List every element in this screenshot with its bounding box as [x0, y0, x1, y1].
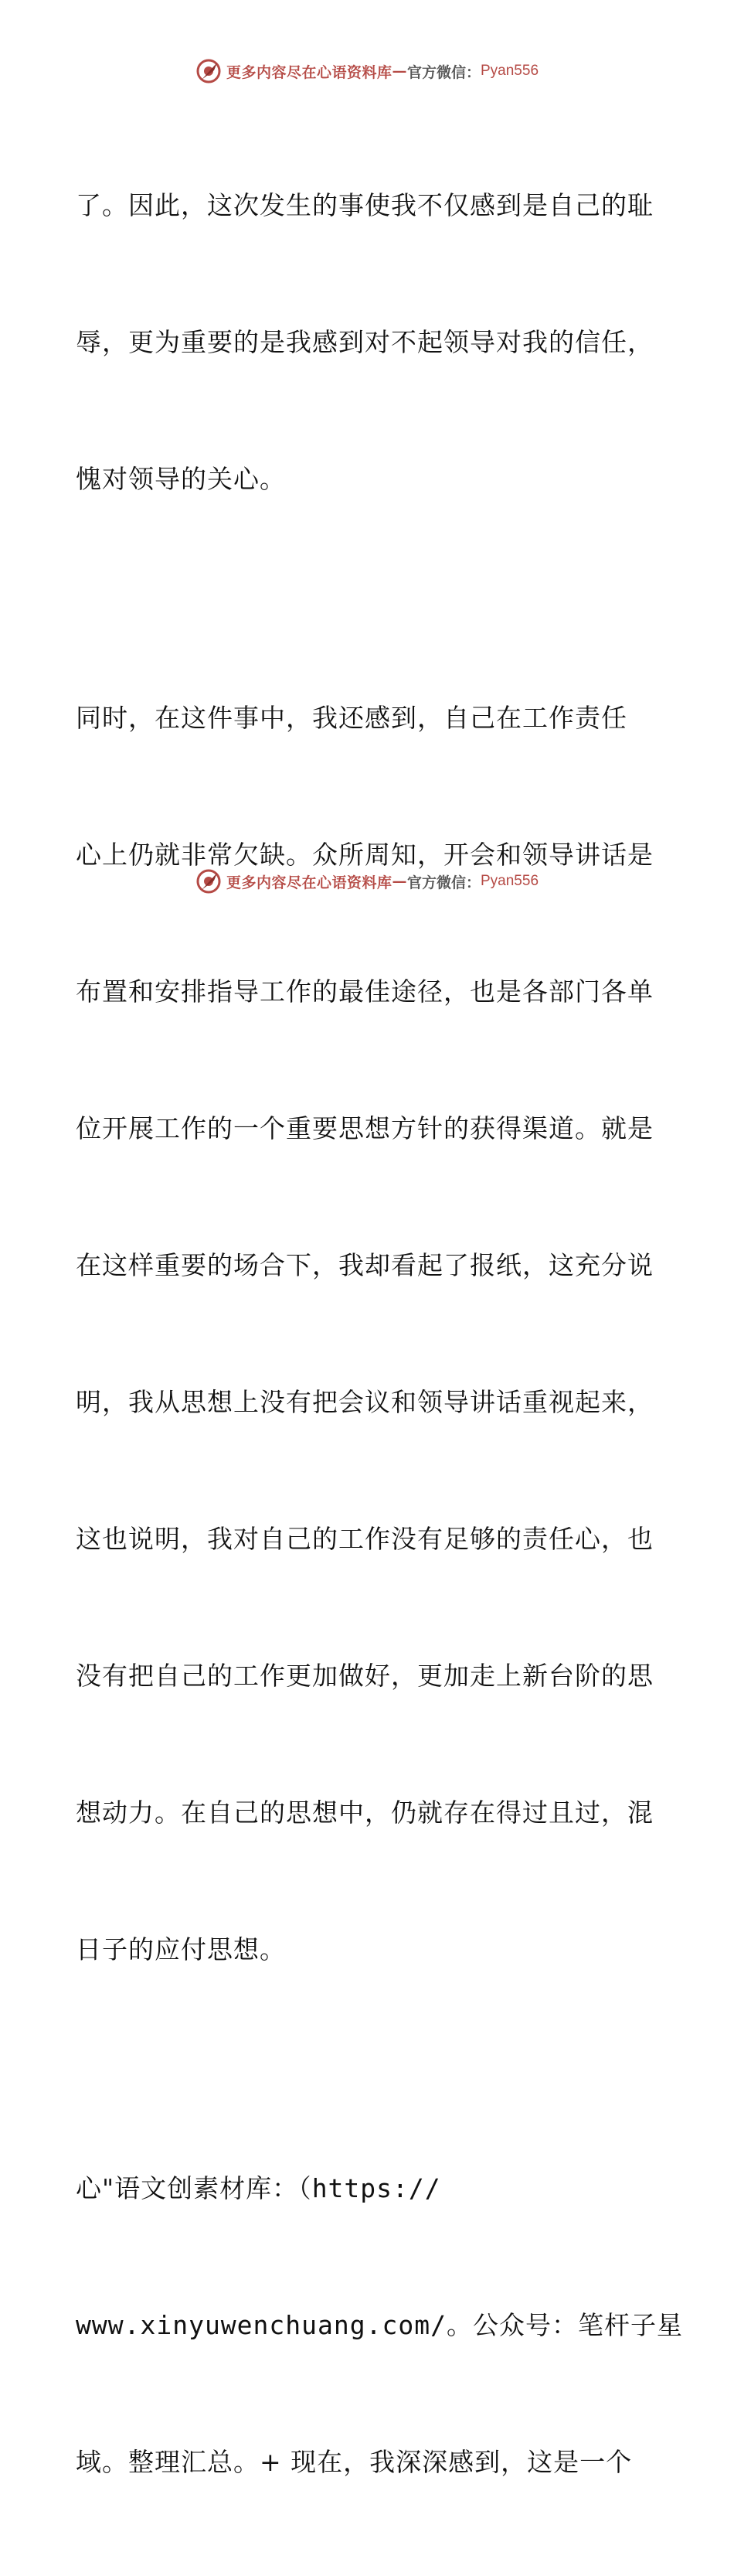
text-line: 愧对领导的关心。 [76, 464, 286, 494]
text-line [76, 2165, 663, 2211]
header-banner [0, 56, 734, 87]
banner-wechat-label: 官方微信： [406, 63, 481, 81]
banner-separator: — [392, 873, 407, 890]
text-line: 同时，在这件事中，我还感到，自己在工作责任 [76, 703, 627, 733]
text-line: 布置和安排指导工作的最佳途径，也是各部门各单 [76, 976, 654, 1007]
text-line: 这也说明，我对自己的工作没有足够的责任心，也 [76, 1524, 654, 1554]
quill-logo-icon [195, 868, 222, 894]
text-line: 日子的应付思想。 [76, 1934, 286, 1964]
banner-wechat-handle: Pyan556 [481, 63, 539, 79]
text-line: 想动力。在自己的思想中，仍就存在得过且过，混 [76, 1797, 654, 1828]
source-account-text: 。公众号：笔杆子星 [446, 2310, 683, 2340]
banner-main-text: 更多内容尽在心语资料库 [226, 63, 392, 81]
paragraph-3 [76, 2074, 683, 2576]
text-line: 没有把自己的工作更加做好，更加走上新台阶的思 [76, 1661, 654, 1691]
banner-separator: — [392, 63, 407, 80]
text-line: 在这样重要的场合下，我却看起了报纸，这充分说 [76, 1250, 654, 1280]
banner-wechat-handle: Pyan556 [481, 873, 539, 889]
text-line: 了。因此，这次发生的事使我不仅感到是自己的耻 [76, 190, 654, 220]
paragraph-1 [76, 91, 663, 593]
text-line: 明，我从思想上没有把会议和领导讲话重视起来， [76, 1387, 654, 1417]
source-label: 心"语文创素材库：（ [76, 2173, 312, 2203]
text-line [76, 2302, 683, 2348]
text-line: 辱，更为重要的是我感到对不起领导对我的信任， [76, 327, 654, 357]
text-line: 心上仍就非常欠缺。众所周知，开会和领导讲话是 [76, 840, 654, 870]
source-url-part: https:// [311, 2173, 441, 2203]
banner-wechat-label: 官方微信： [406, 874, 481, 891]
text-line: 域。整理汇总。+ 现在，我深深感到，这是一个 [76, 2447, 633, 2477]
footer-banner [0, 866, 734, 897]
paragraph-2 [76, 604, 663, 2063]
banner-main-text: 更多内容尽在心语资料库 [226, 874, 392, 891]
text-line: 位开展工作的一个重要思想方针的获得渠道。就是 [76, 1113, 654, 1143]
source-url-domain: www.xinyuwenchuang.com/ [76, 2310, 447, 2340]
document-body [76, 91, 683, 2576]
quill-logo-icon [195, 58, 222, 84]
